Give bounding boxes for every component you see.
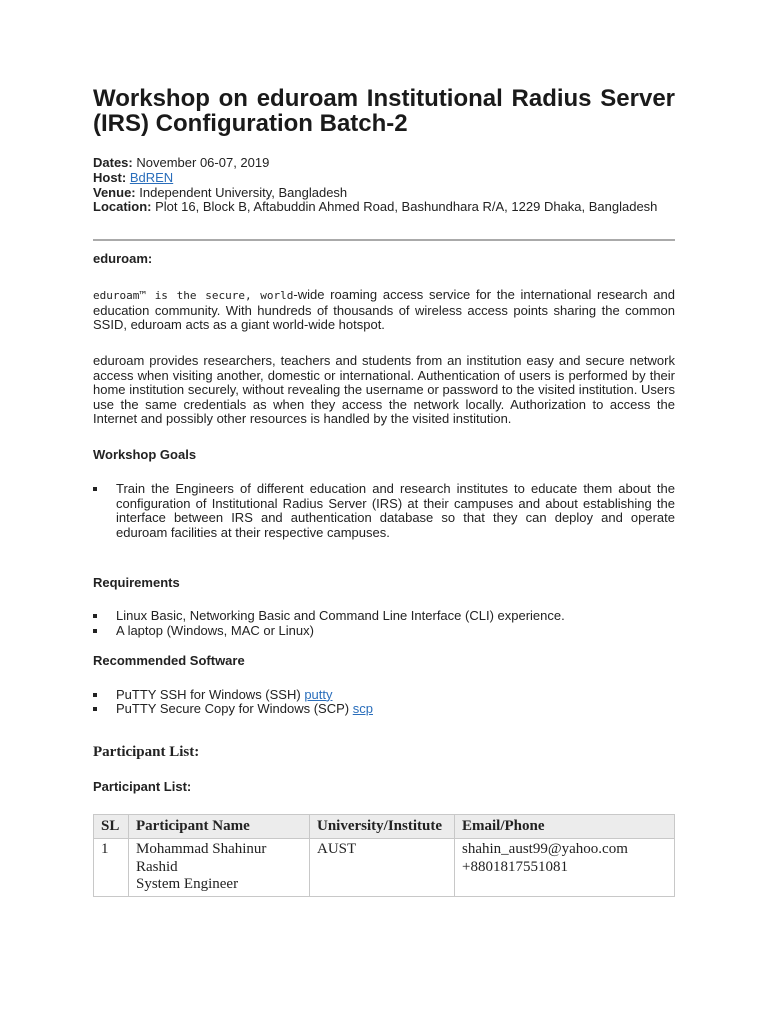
document-page — [93, 86, 675, 897]
table-header-row — [94, 814, 675, 839]
cell-email-phone — [455, 839, 675, 897]
scp-link[interactable]: scp — [352, 701, 373, 717]
participant-phone: +8801817551081 — [462, 858, 568, 875]
workshop-goals-list — [93, 482, 675, 540]
location-line — [93, 200, 675, 215]
list-item: Train the Engineers of different education and research institutes to educate them about the configuration of Institutional Radius Server (IRS) at their campuses and about establishing the interface between IRS and authentication database so that they can deploy and operate eduroam facilities at their respective campuses. — [93, 482, 675, 540]
cell-sl: 1 — [94, 839, 129, 897]
participant-table — [93, 814, 675, 897]
recommended-software-heading: Recommended Software — [93, 652, 245, 668]
column-header-name: Participant Name — [129, 814, 310, 839]
list-item: PuTTY SSH for Windows (SSH) putty — [93, 688, 675, 703]
square-bullet-icon — [93, 629, 97, 633]
location-label: Location: — [93, 199, 152, 215]
dates-line — [93, 156, 675, 171]
requirements-heading: Requirements — [93, 575, 180, 591]
participant-list-subheading: Participant List: — [93, 778, 192, 794]
square-bullet-icon — [93, 614, 97, 618]
host-label: Host: — [93, 169, 127, 185]
square-bullet-icon — [93, 707, 97, 711]
eduroam-paragraph-2: eduroam provides researchers, teachers and students from an institution easy and secure network access when visiting another, domestic or international. Authentication of users is performed by their home institution securely, without revealing the username or password to the visited institution. Users use the same credentials as when they access the network locally. Authorization to access the Internet and possibly other resources is handled by the visited institution. — [93, 352, 675, 427]
participant-list-heading: Participant List: — [93, 743, 200, 760]
column-header-institute: University/Institute — [310, 814, 455, 839]
cell-institute: AUST — [310, 839, 455, 897]
dates-value: November 06-07, 2019 — [136, 155, 270, 170]
list-item: Linux Basic, Networking Basic and Command Line Interface (CLI) experience. — [93, 609, 675, 624]
column-header-email-phone: Email/Phone — [455, 814, 675, 839]
putty-link[interactable]: putty — [304, 686, 333, 702]
page-title: Workshop on eduroam Institutional Radius Server (IRS) Configuration Batch-2 — [93, 85, 675, 137]
eduroam-heading: eduroam: — [93, 251, 153, 267]
eduroam-paragraph-1-text: -wide roaming access service for the international research and education community. With hundreds of thousands of wireless access points sharing the common SSID, eduroam acts as a giant world-wide hotspot. — [93, 287, 675, 333]
square-bullet-icon — [93, 693, 97, 697]
eduroam-trademark-text: eduroam™ is the secure, world — [93, 289, 294, 303]
requirements-list — [93, 609, 675, 638]
venue-line — [93, 186, 675, 201]
venue-label: Venue: — [93, 184, 136, 200]
host-link[interactable]: BdREN — [129, 169, 174, 185]
participant-email: shahin_aust99@yahoo.com — [462, 841, 628, 858]
column-header-sl: SL — [94, 814, 129, 839]
table-row — [94, 839, 675, 897]
event-details — [93, 156, 675, 215]
list-item: PuTTY Secure Copy for Windows (SCP) scp — [93, 702, 675, 717]
software-list — [93, 688, 675, 717]
venue-value: Independent University, Bangladesh — [139, 184, 348, 200]
host-line — [93, 171, 675, 186]
eduroam-paragraph-1 — [93, 288, 675, 333]
workshop-goals-heading: Workshop Goals — [93, 446, 197, 462]
location-value: Plot 16, Block B, Aftabuddin Ahmed Road, Bashundhara R/A, 1229 Dhaka, Bangladesh — [155, 199, 658, 215]
cell-participant-name: Mohammad Shahinur Rashid System Engineer — [129, 839, 310, 897]
list-item: A laptop (Windows, MAC or Linux) — [93, 624, 675, 639]
dates-label: Dates: — [93, 155, 133, 170]
square-bullet-icon — [93, 487, 97, 491]
